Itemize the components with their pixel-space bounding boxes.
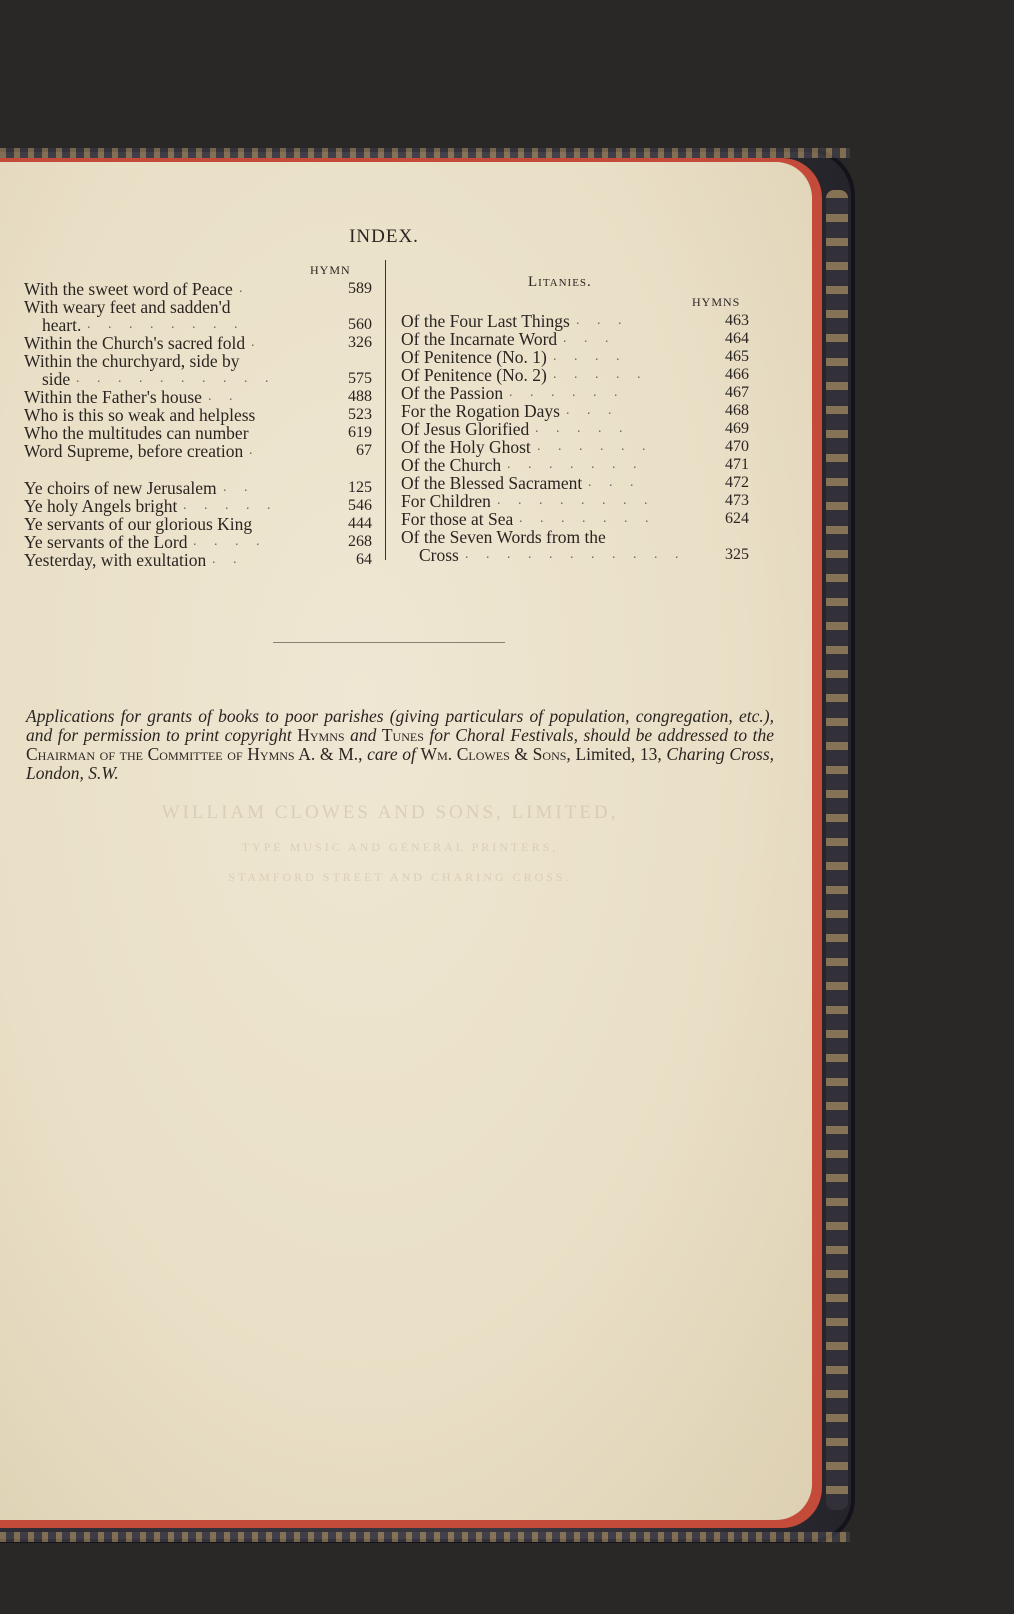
litany-entry-leader-dots: . . . [566, 403, 619, 418]
hymn-entry-number: 575 [348, 370, 372, 387]
hymn-entry-number: 619 [348, 424, 372, 441]
litany-entry-title: Cross [419, 545, 459, 565]
litany-entry-leader-dots: . . . . . . [537, 439, 653, 454]
hymn-entry-title: heart. [42, 315, 82, 335]
litany-entry-title: Of the Four Last Things [401, 311, 570, 331]
litany-entry-title: Of Jesus Glorified [401, 419, 530, 439]
notice-care-of: care of [362, 744, 421, 764]
hymn-entry-number: 326 [348, 334, 372, 351]
hymn-entry-number: 523 [348, 406, 372, 423]
hymn-entry-leader-dots: . . [223, 480, 255, 495]
litany-entry-leader-dots: . . . . . . . . . . . [465, 547, 686, 562]
hymn-entry-title: Who is this so weak and helpless [24, 405, 256, 425]
index-gap [24, 460, 372, 479]
hymn-column-header: HYMN [310, 263, 351, 277]
litany-entry [401, 330, 749, 348]
hymn-entry [24, 352, 372, 370]
litany-entry-number: 467 [725, 384, 749, 401]
hymn-entry [24, 280, 372, 298]
hymn-entry-number: 560 [348, 316, 372, 333]
litany-entry-number: 470 [725, 438, 749, 455]
hymn-entry-number: 125 [348, 479, 372, 496]
litany-entry-leader-dots: . . . [588, 475, 641, 490]
hymn-entry-number: 67 [356, 442, 372, 459]
hymn-entry-title: Ye servants of our glorious King [24, 514, 253, 534]
litany-entry-leader-dots: . . . . . . . [519, 511, 656, 526]
show-through-text-2: TYPE MUSIC AND GENERAL PRINTERS, [241, 840, 559, 854]
litany-entry [401, 384, 749, 402]
hymn-entry [24, 370, 372, 388]
notice-tunes: Tunes [381, 725, 424, 745]
litany-entry-title: Of Penitence (No. 2) [401, 365, 547, 385]
index-left-column [24, 280, 372, 569]
hymn-entry [24, 424, 372, 442]
litany-entry-number: 471 [725, 456, 749, 473]
litany-entry-title: Of the Holy Ghost [401, 437, 531, 457]
notice-text-intro: Applications for grants of books to poor parishes (giving particulars of population, congregation, etc.), and for permission to print copyright [26, 706, 774, 745]
litany-entry-title: Of Penitence (No. 1) [401, 347, 547, 367]
litany-entry [401, 402, 749, 420]
hymn-entry-leader-dots: . [239, 281, 250, 296]
hymn-entry-title: Word Supreme, before creation [24, 441, 244, 461]
hymn-entry-leader-dots: . . . . . . . . [87, 317, 245, 332]
hymn-entry-title: Within the Church's sacred fold [24, 333, 246, 353]
litany-entry [401, 312, 749, 330]
column-divider [385, 260, 386, 560]
cover-gilt-edge-bottom [0, 1532, 850, 1542]
section-rule [273, 642, 505, 643]
litany-entry-number: 465 [725, 348, 749, 365]
litany-entry [401, 438, 749, 456]
hymn-entry [24, 497, 372, 515]
litany-entry-title: Of the Passion [401, 383, 504, 403]
hymn-entry-title: Ye holy Angels bright [24, 496, 178, 516]
hymn-entry [24, 442, 372, 460]
litany-entry-number: 624 [725, 510, 749, 527]
hymn-entry [24, 334, 372, 352]
litany-entry-title: Of the Incarnate Word [401, 329, 558, 349]
litany-entry-leader-dots: . . . . . . [509, 385, 625, 400]
litany-entry-leader-dots: . . . . . [553, 367, 648, 382]
hymn-entry-title: Ye servants of the Lord [24, 532, 188, 552]
hymn-entry-title: Who the multitudes can number [24, 423, 249, 443]
litany-entry-title: For those at Sea [401, 509, 514, 529]
litany-entry-number: 469 [725, 420, 749, 437]
notice-and: and [344, 725, 382, 745]
book-page [0, 162, 812, 1520]
litany-entry [401, 420, 749, 438]
hymn-entry-leader-dots: . [251, 335, 262, 350]
index-title: INDEX. [349, 226, 419, 247]
hymn-entry-leader-dots: . . . . . . . . . . [76, 371, 276, 386]
litany-entry-title: Of the Blessed Sacrament [401, 473, 583, 493]
litany-entry-number: 466 [725, 366, 749, 383]
litany-entry-title: For the Rogation Days [401, 401, 560, 421]
litany-entry-leader-dots: . . . . . [535, 421, 630, 436]
hymn-entry [24, 551, 372, 569]
cover-gilt-edge-side [826, 190, 848, 1510]
hymn-entry-leader-dots: . . [212, 552, 244, 567]
hymn-entry-title: With weary feet and sadden'd [24, 297, 231, 317]
litany-entry-number: 325 [725, 546, 749, 563]
litanies-title: Litanies. [528, 274, 592, 290]
hymn-entry [24, 533, 372, 551]
litany-entry-number: 463 [725, 312, 749, 329]
litany-entry [401, 366, 749, 384]
notice-chairman: Chairman of the Committee of Hymns A. & M., [26, 744, 363, 764]
hymn-entry-number: 64 [356, 551, 372, 568]
litany-entry-number: 468 [725, 402, 749, 419]
hymns-column-header: HYMNS [692, 295, 741, 309]
hymn-entry-number: 268 [348, 533, 372, 550]
litany-entry [401, 546, 749, 564]
litany-entry-number: 464 [725, 330, 749, 347]
notice-limited: Limited, 13, [570, 744, 667, 764]
hymn-entry-title: Ye choirs of new Jerusalem [24, 478, 217, 498]
hymn-entry [24, 406, 372, 424]
litany-entry-number: 473 [725, 492, 749, 509]
litany-entry-leader-dots: . . . . . . . . [497, 493, 655, 508]
hymn-entry-number: 546 [348, 497, 372, 514]
hymn-entry-title: Within the churchyard, side by [24, 351, 240, 371]
hymn-entry-leader-dots: . . . . . [183, 498, 278, 513]
hymn-entry [24, 515, 372, 533]
litany-entry-leader-dots: . . . [576, 313, 629, 328]
hymn-entry-title: Yesterday, with exultation [24, 550, 207, 570]
hymn-entry [24, 316, 372, 334]
litany-entry [401, 510, 749, 528]
hymn-entry-leader-dots: . . . . [193, 534, 267, 549]
applications-notice [26, 707, 774, 783]
litany-entry-leader-dots: . . . [563, 331, 616, 346]
litany-entry [401, 528, 749, 546]
hymn-entry-title: side [42, 369, 71, 389]
notice-clowes: Wm. Clowes & Sons, [420, 744, 571, 764]
hymn-entry-title: Within the Father's house [24, 387, 202, 407]
litany-entry [401, 492, 749, 510]
hymn-entry-leader-dots: . . [208, 389, 240, 404]
show-through-text-1: WILLIAM CLOWES AND SONS, LIMITED, [161, 802, 619, 823]
cover-gilt-edge-top [0, 148, 850, 158]
hymn-entry-number: 488 [348, 388, 372, 405]
hymn-entry-title: With the sweet word of Peace [24, 279, 233, 299]
hymn-entry-number: 444 [348, 515, 372, 532]
litany-entry [401, 348, 749, 366]
litany-entry-title: Of the Seven Words from the [401, 527, 606, 547]
index-right-column [401, 312, 749, 564]
hymn-entry-leader-dots: . [249, 443, 260, 458]
hymn-entry [24, 388, 372, 406]
litany-entry-title: Of the Church [401, 455, 502, 475]
notice-choral: for Choral Festivals, should be addressed to the [423, 725, 775, 745]
litany-entry-leader-dots: . . . . . . . [507, 457, 644, 472]
litany-entry-title: For Children [401, 491, 491, 511]
hymn-entry-number: 589 [348, 280, 372, 297]
notice-address: Charing Cross, London, S.W. [26, 744, 774, 783]
hymn-entry [24, 298, 372, 316]
litany-entry [401, 474, 749, 492]
hymn-entry [24, 479, 372, 497]
litany-entry [401, 456, 749, 474]
litany-entry-number: 472 [725, 474, 749, 491]
litany-entry-leader-dots: . . . . [553, 349, 627, 364]
show-through-text-3: STAMFORD STREET AND CHARING CROSS. [228, 870, 572, 884]
notice-hymns: Hymns [297, 725, 345, 745]
